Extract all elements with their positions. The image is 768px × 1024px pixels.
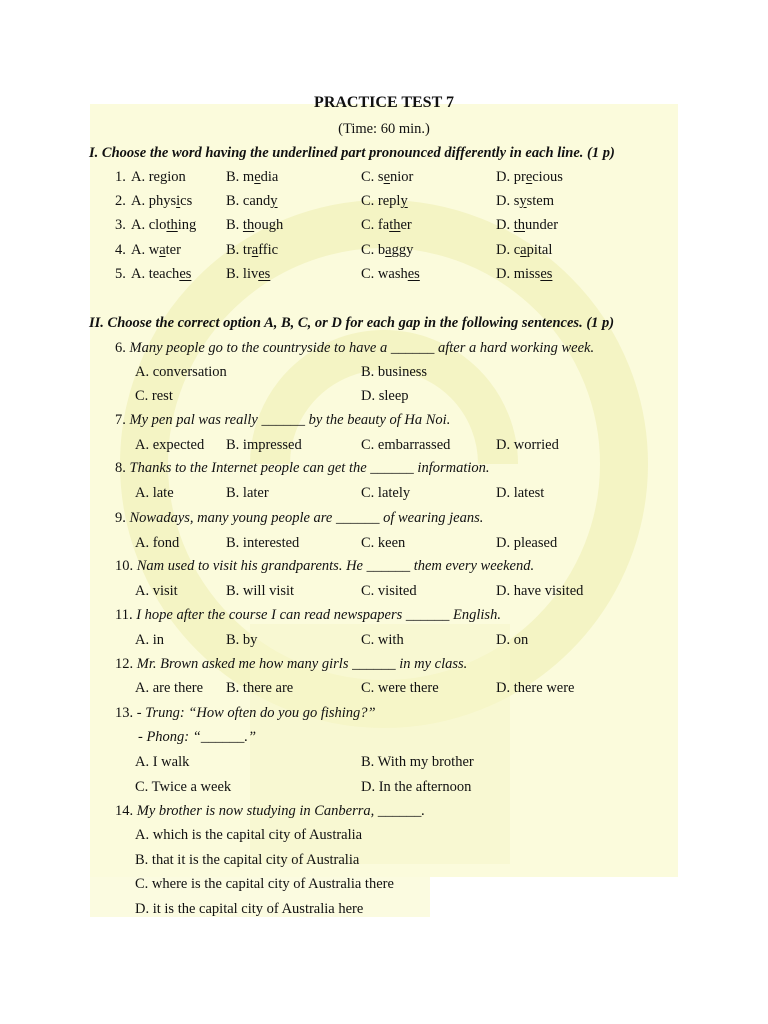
option-b: B. by	[226, 632, 258, 648]
underlined-part: a	[251, 242, 259, 258]
underlined-part: th	[389, 217, 401, 233]
question-text: Nam used to visit his grandparents. He ______ them every weekend.	[136, 558, 535, 574]
question-number: 9.	[115, 510, 126, 526]
option-text: D. miss	[496, 266, 541, 282]
option-b: B. With my brother	[361, 754, 474, 770]
option-text: cious	[532, 169, 563, 185]
underlined-part: th	[513, 217, 526, 233]
option-a: A. in	[135, 632, 164, 648]
option-c	[361, 168, 413, 186]
option-text: D. s	[496, 193, 520, 209]
option-c: C. rest	[135, 388, 173, 404]
option-a: A. expected	[135, 437, 205, 453]
question-number: 4.	[115, 242, 126, 258]
option-text: B.	[226, 217, 243, 233]
question-text: I hope after the course I can read newspapers ______ English.	[136, 607, 501, 623]
option-text: C. repl	[361, 193, 401, 209]
option-b: B. impressed	[226, 437, 302, 453]
option-a	[131, 192, 192, 210]
option-a	[131, 241, 181, 259]
option-d: D. In the afternoon	[361, 779, 472, 795]
option-d	[496, 265, 552, 283]
question-text: Thanks to the Internet people can get the ______ information.	[129, 460, 490, 476]
option-c: C. with	[361, 632, 404, 648]
option-a: A. fond	[135, 535, 180, 551]
question-number: 10.	[115, 558, 134, 574]
option-text: ion	[167, 169, 186, 185]
question-13	[115, 704, 376, 722]
option-d: D. latest	[496, 485, 545, 501]
dialogue-line-2: - Phong: “______.”	[138, 729, 257, 745]
option-c: C. keen	[361, 535, 406, 551]
option-a: A. conversation	[135, 364, 227, 380]
option-a: A. which is the capital city of Australia	[135, 827, 363, 843]
option-c: C. Twice a week	[135, 779, 232, 795]
question-11	[115, 606, 501, 624]
question-number: 7.	[115, 412, 126, 428]
option-a: A. late	[135, 485, 174, 501]
option-d: D. worried	[496, 437, 559, 453]
option-text: C. b	[361, 242, 386, 258]
option-text: stem	[526, 193, 555, 209]
time-limit: (Time: 60 min.)	[338, 121, 430, 137]
option-d: D. pleased	[496, 535, 558, 551]
question-number: 13.	[115, 705, 134, 721]
question-8	[115, 459, 490, 477]
underlined-part: i	[176, 193, 181, 209]
option-c: C. were there	[361, 680, 439, 696]
option-text: C. s	[361, 169, 384, 185]
question-number: 14.	[115, 803, 134, 819]
question-14	[115, 802, 425, 820]
option-text: D. pr	[496, 169, 526, 185]
option-c: C. where is the capital city of Australia there	[135, 876, 394, 892]
option-text: dia	[260, 169, 279, 185]
option-text: A. re	[131, 169, 160, 185]
option-b: B. business	[361, 364, 428, 380]
question-number: 3.	[115, 217, 126, 233]
underlined-part: a	[520, 242, 527, 258]
option-c: C. embarrassed	[361, 437, 451, 453]
option-b	[226, 241, 278, 259]
underlined-part: a	[159, 242, 166, 258]
question-number: 11.	[115, 607, 133, 623]
option-d	[496, 192, 554, 210]
option-d	[496, 168, 563, 186]
question-number: 2.	[115, 193, 126, 209]
question-9	[115, 509, 483, 527]
option-text: cs	[180, 193, 193, 209]
option-a: A. are there	[135, 680, 204, 696]
option-c	[361, 216, 412, 234]
section1-heading: I. Choose the word having the underlined part pronounced differently in each line. (1 p)	[89, 145, 615, 161]
underlined-part: es	[540, 266, 553, 282]
option-b	[226, 216, 283, 234]
option-text: B. tr	[226, 242, 252, 258]
option-d: D. have visited	[496, 583, 584, 599]
underlined-part: g	[160, 169, 168, 185]
question-text: My pen pal was really ______ by the beauty of Ha Noi.	[129, 412, 451, 428]
option-d: D. it is the capital city of Australia here	[135, 901, 364, 917]
option-c	[361, 192, 408, 210]
underlined-part: e	[383, 169, 391, 185]
option-a	[131, 265, 191, 283]
underlined-part: th	[166, 217, 178, 233]
option-text: pital	[526, 242, 553, 258]
underlined-part: a	[385, 242, 392, 258]
question-10	[115, 557, 534, 575]
question-text: My brother is now studying in Canberra, ______.	[136, 803, 426, 819]
option-text: A. w	[131, 242, 160, 258]
option-b	[226, 265, 270, 283]
option-b: B. will visit	[226, 583, 295, 599]
section2-heading: II. Choose the correct option A, B, C, or D for each gap in the following sentences. (1 p)	[89, 315, 615, 331]
option-text: under	[525, 217, 559, 233]
underlined-part: y	[400, 193, 408, 209]
option-text: ing	[177, 217, 197, 233]
option-c	[361, 265, 420, 283]
question-text: Many people go to the countryside to have a ______ after a hard working week.	[129, 340, 595, 356]
option-text: C. wash	[361, 266, 408, 282]
option-text: ter	[165, 242, 181, 258]
option-text: ough	[254, 217, 284, 233]
option-text: C. fa	[361, 217, 390, 233]
underlined-part: es	[407, 266, 420, 282]
option-text: A. teach	[131, 266, 180, 282]
question-text: Nowadays, many young people are ______ of wearing jeans.	[129, 510, 484, 526]
underlined-part: y	[270, 193, 278, 209]
option-text: er	[400, 217, 412, 233]
option-text: ggy	[391, 242, 414, 258]
option-text: B. m	[226, 169, 255, 185]
option-a	[131, 216, 196, 234]
option-a	[131, 168, 186, 186]
question-number: 1.	[115, 169, 126, 185]
option-c: C. lately	[361, 485, 411, 501]
question-number: 12.	[115, 656, 134, 672]
option-d: D. sleep	[361, 388, 409, 404]
underlined-part: es	[179, 266, 192, 282]
underlined-part: e	[525, 169, 533, 185]
option-d	[496, 216, 558, 234]
question-7	[115, 411, 450, 429]
option-text: D. c	[496, 242, 521, 258]
option-text: nior	[390, 169, 414, 185]
option-b: B. interested	[226, 535, 300, 551]
question-6	[115, 339, 594, 357]
option-text: A. phys	[131, 193, 177, 209]
underlined-part: y	[519, 193, 527, 209]
page-title: PRACTICE TEST 7	[314, 94, 454, 111]
option-text: B. cand	[226, 193, 271, 209]
dialogue-line-1: - Trung: “How often do you go fishing?”	[136, 705, 376, 721]
underlined-part: es	[258, 266, 271, 282]
question-text: Mr. Brown asked me how many girls ______ in my class.	[136, 656, 468, 672]
question-12	[115, 655, 467, 673]
option-d: D. there were	[496, 680, 575, 696]
option-d	[496, 241, 552, 259]
option-c: C. visited	[361, 583, 417, 599]
question-number: 5.	[115, 266, 126, 282]
option-a: A. visit	[135, 583, 178, 599]
option-text: ffic	[258, 242, 279, 258]
option-text: B. liv	[226, 266, 259, 282]
option-b: B. later	[226, 485, 269, 501]
underlined-part: th	[242, 217, 255, 233]
option-b: B. there are	[226, 680, 294, 696]
underlined-part: e	[254, 169, 261, 185]
option-a: A. I walk	[135, 754, 190, 770]
option-text: A. clo	[131, 217, 167, 233]
option-c	[361, 241, 413, 259]
option-d: D. on	[496, 632, 529, 648]
question-number: 6.	[115, 340, 126, 356]
option-b	[226, 192, 278, 210]
option-b: B. that it is the capital city of Australia	[135, 852, 360, 868]
option-text: D.	[496, 217, 514, 233]
option-b	[226, 168, 278, 186]
question-number: 8.	[115, 460, 126, 476]
